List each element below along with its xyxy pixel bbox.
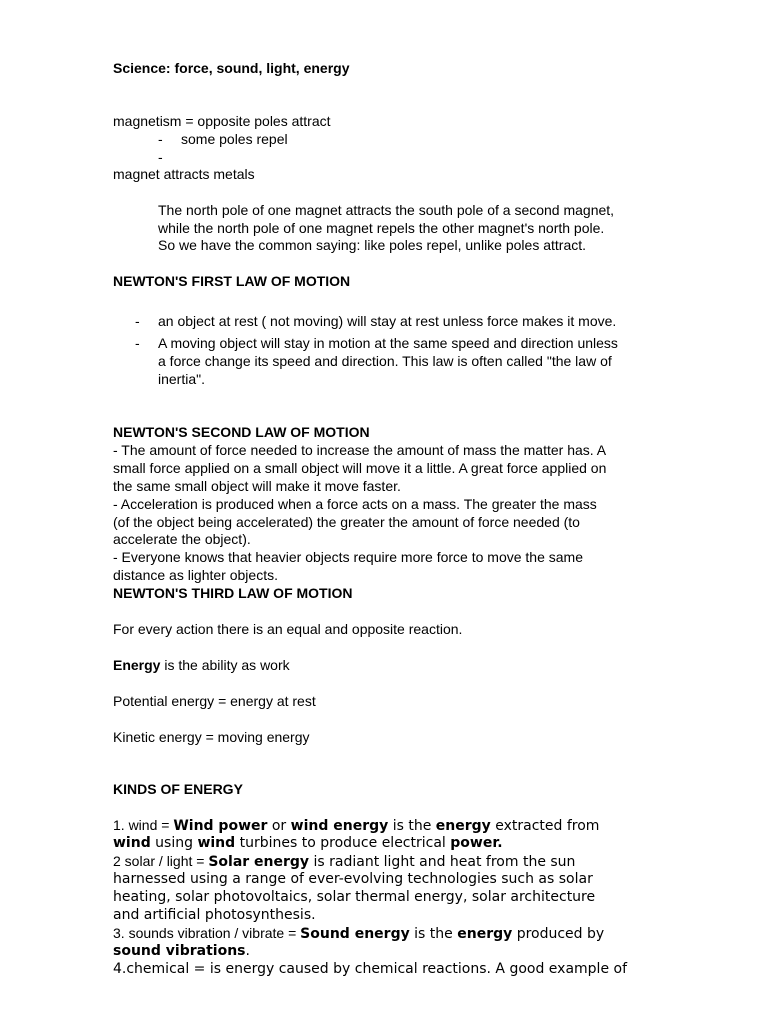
first-law-heading: NEWTON'S FIRST LAW OF MOTION [113,273,351,289]
sound-text: produced by [512,926,605,942]
sound-text: is the [409,926,458,942]
wind-energy-line [113,834,503,852]
sound-term: sound vibrations [113,943,246,959]
sound-term: Sound energy [300,926,410,942]
second-law-line: - Everyone knows that heavier objects require more force to move the same [113,549,583,565]
solar-energy-line: and artificial photosynthesis. [113,907,316,923]
magnetism-line: magnetism = opposite poles attract [113,113,331,129]
document-title: Science: force, sound, light, energy [113,60,350,76]
chemical-energy-line: 4.chemical = is energy caused by chemical reactions. A good example of [113,961,628,977]
list-dash: - [158,131,163,147]
solar-energy-line: heating, solar photovoltaics, solar thermal energy, solar architecture [113,889,596,905]
wind-text: is the [388,818,436,834]
wind-prefix: 1. wind = [113,817,174,833]
magnetism-sub-item: some poles repel [181,131,288,147]
energy-definition [113,656,290,674]
second-law-line: distance as lighter objects. [113,567,278,583]
list-dash: - [158,149,163,165]
solar-energy-line [113,852,575,871]
solar-prefix: 2 solar / light = [113,853,209,869]
magnet-quote-line: The north pole of one magnet attracts the south pole of a second magnet, [158,202,615,218]
list-dash: - [135,313,140,329]
magnet-metals-line: magnet attracts metals [113,166,255,182]
wind-text: or [267,818,291,834]
sound-text: . [245,943,250,959]
first-law-bullet-text: a force change its speed and direction. This law is often called "the law of [158,353,612,369]
magnet-quote-line: while the north pole of one magnet repels the other magnet's north pole. [158,220,605,236]
wind-term: wind [113,835,151,851]
third-law-heading: NEWTON'S THIRD LAW OF MOTION [113,585,353,601]
solar-text: is radiant light and heat from the sun [309,854,576,870]
first-law-bullet-text: A moving object will stay in motion at the same speed and direction unless [158,335,618,351]
sound-energy-line [113,924,604,943]
potential-energy-line: Potential energy = energy at rest [113,693,316,709]
wind-term: energy [435,818,491,834]
second-law-line: - The amount of force needed to increase the amount of mass the matter has. A [113,442,607,458]
wind-energy-line [113,816,599,835]
wind-text: turbines to produce electrical [235,835,451,851]
energy-definition-text: is the ability as work [160,657,290,673]
sound-energy-line [113,942,250,960]
kinds-heading: KINDS OF ENERGY [113,781,243,797]
wind-term: wind [197,835,236,851]
first-law-bullet-text: inertia". [158,371,205,387]
second-law-heading: NEWTON'S SECOND LAW OF MOTION [113,424,370,440]
wind-text: extracted from [490,818,600,834]
sound-prefix: 3. sounds vibration / vibrate = [113,925,301,941]
list-dash: - [135,335,140,351]
magnet-quote-line: So we have the common saying: like poles repel, unlike poles attract. [158,237,587,253]
kinetic-energy-line: Kinetic energy = moving energy [113,729,310,745]
wind-term: Wind power [173,818,268,834]
second-law-line: the same small object will make it move faster. [113,478,401,494]
sound-term: energy [457,926,513,942]
wind-text: using [150,835,198,851]
second-law-line: - Acceleration is produced when a force acts on a mass. The greater the mass [113,496,597,512]
solar-term: Solar energy [208,854,310,870]
third-law-text: For every action there is an equal and opposite reaction. [113,621,463,637]
first-law-bullet-text: an object at rest ( not moving) will stay at rest unless force makes it move. [158,313,617,329]
energy-term: Energy [113,657,161,673]
wind-term: power. [450,835,503,851]
second-law-line: (of the object being accelerated) the greater the amount of force needed (to [113,514,580,530]
wind-term: wind energy [290,818,389,834]
second-law-line: accelerate the object). [113,531,251,547]
solar-energy-line: harnessed using a range of ever-evolving technologies such as solar [113,871,593,887]
second-law-line: small force applied on a small object will move it a little. A great force applied on [113,460,607,476]
